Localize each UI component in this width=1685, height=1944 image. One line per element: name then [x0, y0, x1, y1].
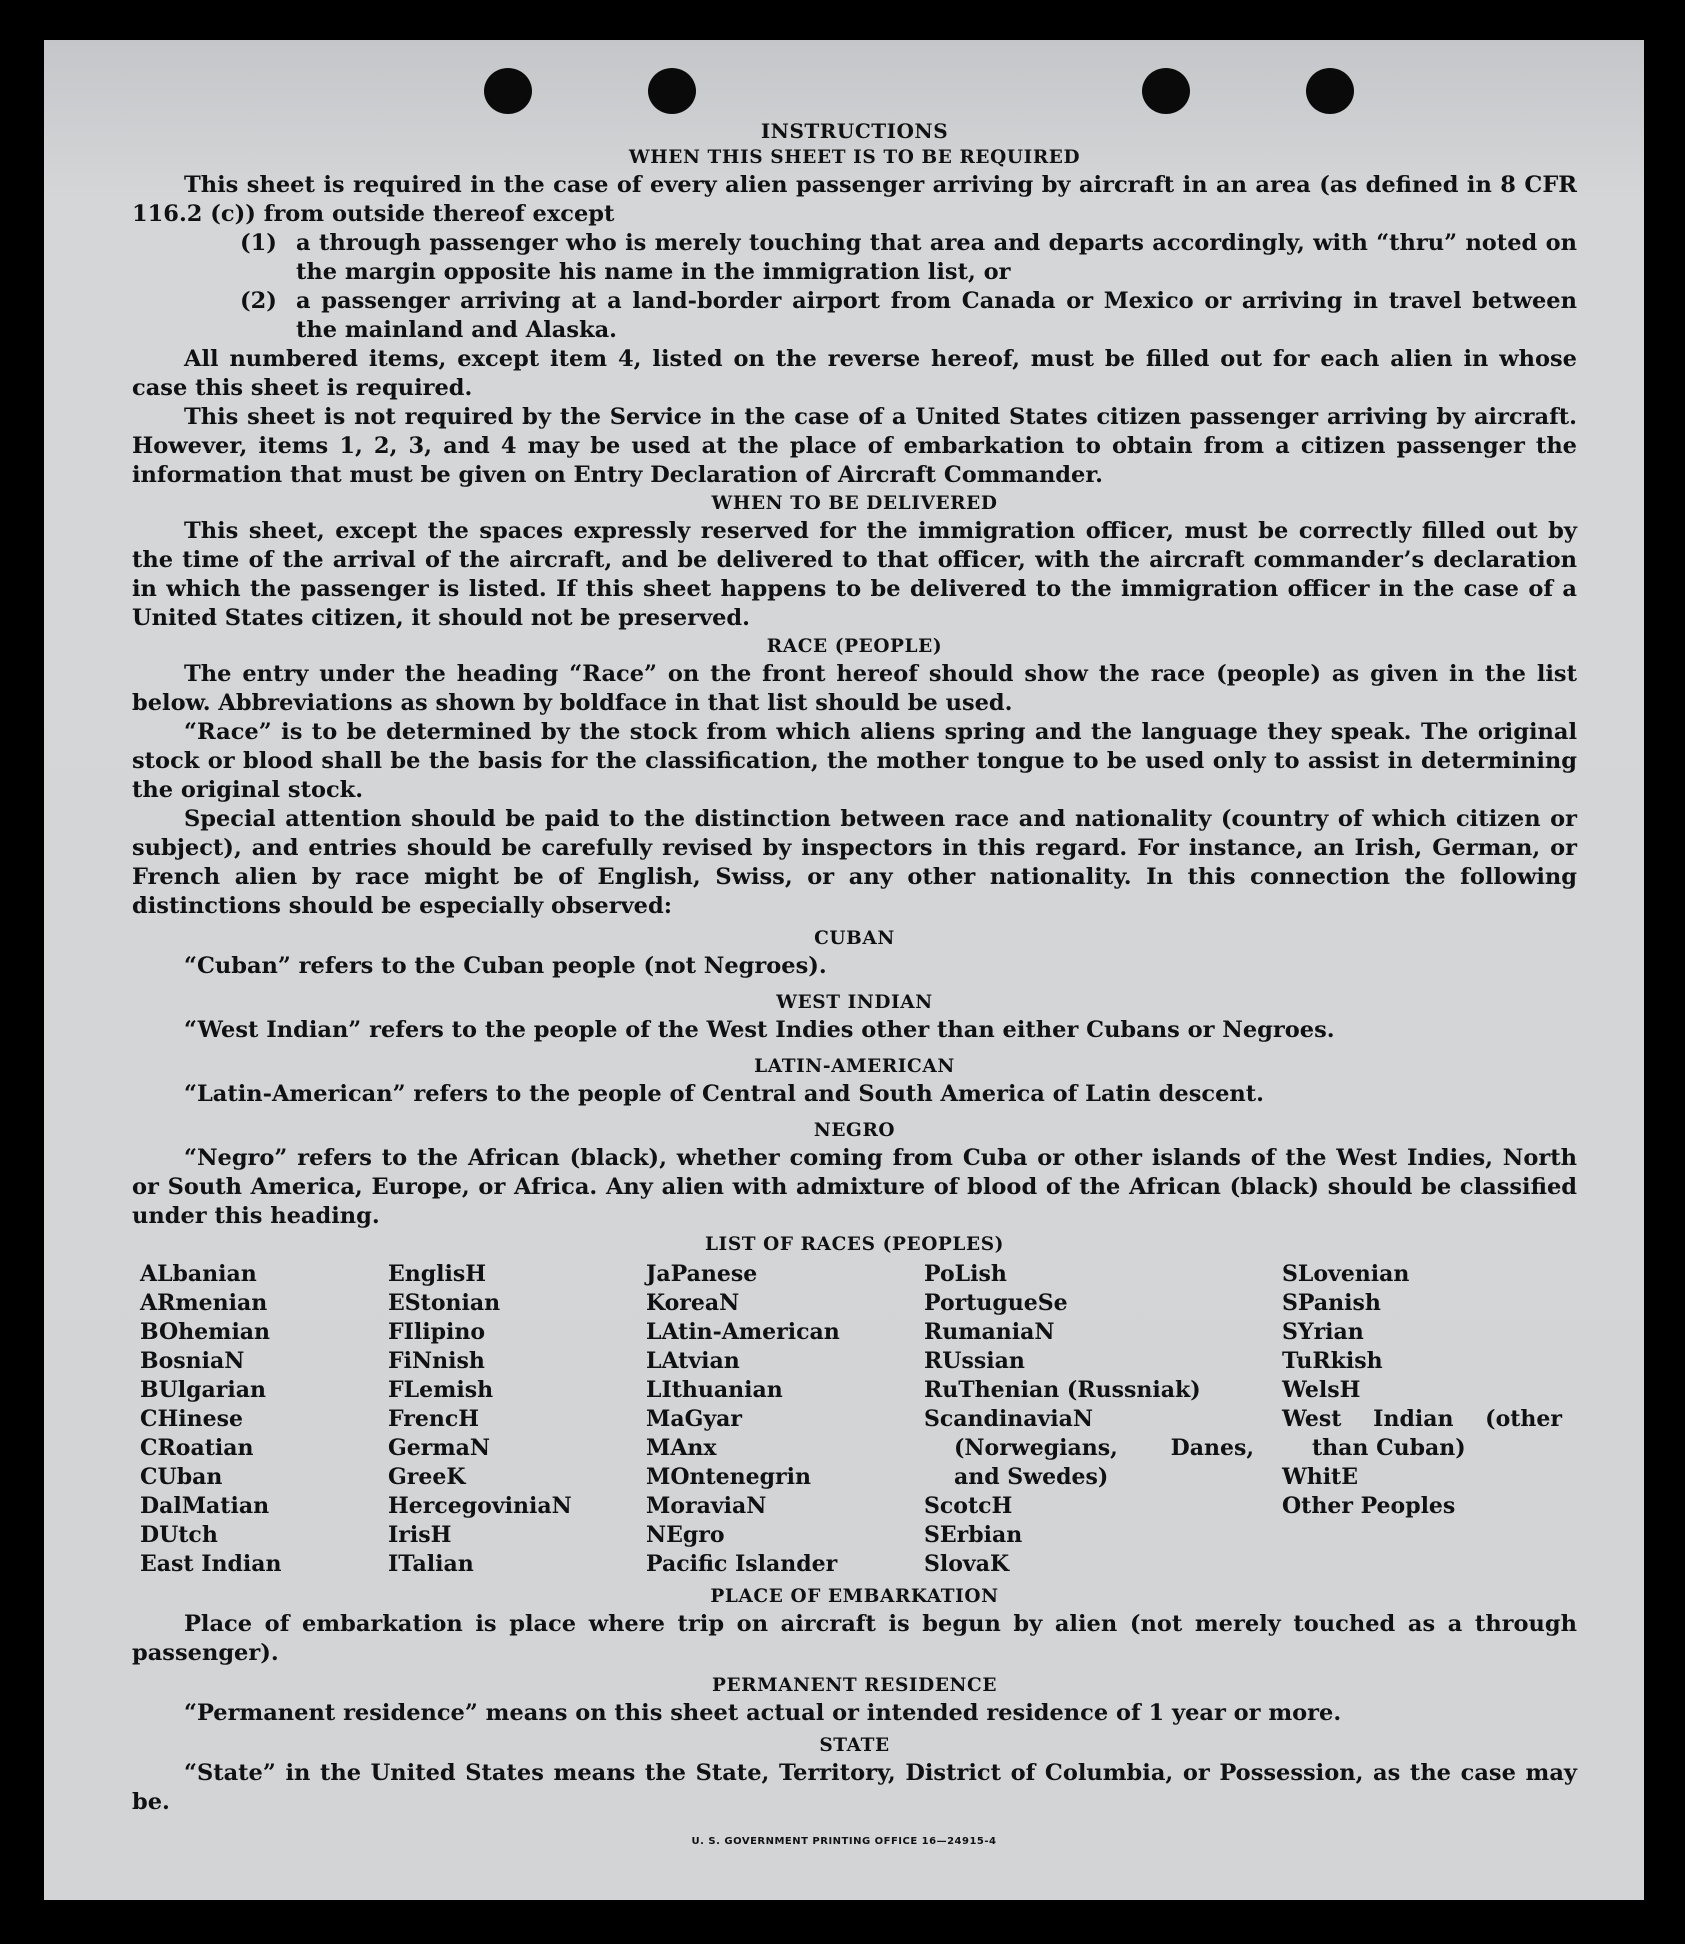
- race-item: SErbian: [924, 1522, 1023, 1548]
- document-body: [132, 118, 1577, 1817]
- paragraph: “Negro” refers to the African (black), whether coming from Cuba or other islands of the West Indies, North or South America, Europe, or Africa. Any alien with admixture of blood of the African (black) should be classified under this heading.: [132, 1145, 1577, 1229]
- race-item: CHinese: [140, 1406, 244, 1432]
- paragraph: All numbered items, except item 4, listed on the reverse hereof, must be filled out for each alien in whose case this sheet is required.: [132, 346, 1577, 401]
- item-number: (1): [240, 230, 277, 256]
- race-item: DalMatian: [140, 1493, 270, 1519]
- race-item: MOntenegrin: [646, 1464, 811, 1490]
- race-item: SlovaK: [924, 1551, 1010, 1577]
- race-item: SPanish: [1282, 1290, 1381, 1316]
- paragraph: This sheet, except the spaces expressly reserved for the immigration officer, must be correctly filled out by the time of the arrival of the aircraft, and be delivered to that officer, with the aircraft commander’s declaration in which the passenger is listed. If this sheet happens to be delivered to the immigration officer in the case of a United States citizen, it should not be preserved.: [132, 518, 1577, 631]
- race-item: East Indian: [140, 1551, 282, 1577]
- race-item: PoLish: [924, 1261, 1007, 1287]
- race-item: FIlipino: [388, 1319, 486, 1345]
- race-column: [388, 1260, 646, 1579]
- race-item: FLemish: [388, 1377, 494, 1403]
- race-item: West Indian (other than Cuban): [1282, 1406, 1562, 1461]
- section-heading-required: WHEN THIS SHEET IS TO BE REQUIRED: [628, 147, 1081, 168]
- race-item: GermaN: [388, 1435, 491, 1461]
- race-item: Pacific Islander: [646, 1551, 838, 1577]
- race-item: NEgro: [646, 1522, 725, 1548]
- paragraph: “Cuban” refers to the Cuban people (not Negroes).: [184, 953, 827, 979]
- item-text: a through passenger who is merely touching that area and departs accordingly, with “thru” noted on the margin opposite his name in the immigration list, or: [296, 230, 1577, 285]
- race-item: CUban: [140, 1464, 223, 1490]
- punch-hole: [484, 68, 532, 114]
- race-item: SYrian: [1282, 1319, 1364, 1345]
- section-heading-embarkation: PLACE OF EMBARKATION: [710, 1586, 999, 1607]
- race-item: EnglisH: [388, 1261, 487, 1287]
- item-number: (2): [240, 288, 277, 314]
- section-heading-delivered: WHEN TO BE DELIVERED: [711, 493, 998, 514]
- paragraph: Special attention should be paid to the distinction between race and nationality (country of which citizen or subject), and entries should be carefully revised by inspectors in this regard. For instance, an Irish, German, or French alien by race might be of English, Swiss, or any other nationality. In this connection the following distinctions should be especially observed:: [132, 806, 1577, 919]
- section-heading-cuban: CUBAN: [814, 928, 895, 949]
- race-item: WhitE: [1282, 1464, 1358, 1490]
- punch-hole: [648, 68, 696, 114]
- race-item: MoraviaN: [646, 1493, 767, 1519]
- race-column: [646, 1260, 924, 1579]
- race-item: BosniaN: [140, 1348, 245, 1374]
- race-item: KoreaN: [646, 1290, 740, 1316]
- paragraph: “Permanent residence” means on this sheet actual or intended residence of 1 year or more.: [184, 1700, 1342, 1726]
- race-item: ITalian: [388, 1551, 474, 1577]
- paragraph: “Latin-American” refers to the people of Central and South America of Latin descent.: [184, 1081, 1264, 1107]
- paragraph: “State” in the United States means the State, Territory, District of Columbia, or Possession, as the case may be.: [132, 1760, 1577, 1815]
- race-item: WelsH: [1282, 1377, 1361, 1403]
- race-item: LAtin-American: [646, 1319, 840, 1345]
- section-heading-state: STATE: [819, 1735, 890, 1756]
- section-heading-race: RACE (PEOPLE): [766, 636, 943, 657]
- race-item: DUtch: [140, 1522, 218, 1548]
- race-item: ALbanian: [140, 1261, 257, 1287]
- race-item: RUssian: [924, 1348, 1025, 1374]
- paragraph: This sheet is required in the case of every alien passenger arriving by aircraft in an area (as defined in 8 CFR 116.2 (c)) from outside thereof except: [132, 172, 1577, 227]
- list-item: [240, 229, 1577, 287]
- paragraph: “Race” is to be determined by the stock from which aliens spring and the language they speak. The original stock or blood shall be the basis for the classification, the mother tongue to be used only to assist in determining the original stock.: [132, 719, 1577, 803]
- race-item: MaGyar: [646, 1406, 743, 1432]
- section-heading-latin-american: LATIN-AMERICAN: [754, 1056, 955, 1077]
- race-item: PortugueSe: [924, 1290, 1068, 1316]
- item-text: a passenger arriving at a land-border airport from Canada or Mexico or arriving in travel between the mainland and Alaska.: [296, 288, 1577, 343]
- race-item: SLovenian: [1282, 1261, 1410, 1287]
- race-item: ScandinaviaN (Norwegians, Danes, and Swedes): [924, 1406, 1254, 1490]
- race-item: LIthuanian: [646, 1377, 783, 1403]
- section-heading-race-list: LIST OF RACES (PEOPLES): [704, 1234, 1005, 1255]
- punch-hole: [1306, 68, 1354, 114]
- section-heading-negro: NEGRO: [813, 1120, 896, 1141]
- list-item: [240, 287, 1577, 345]
- race-item: Other Peoples: [1282, 1493, 1456, 1519]
- paragraph: “West Indian” refers to the people of the West Indies other than either Cubans or Negroes.: [184, 1017, 1335, 1043]
- race-item: FiNnish: [388, 1348, 485, 1374]
- race-list: [140, 1260, 1577, 1579]
- race-item: MAnx: [646, 1435, 717, 1461]
- race-item: BOhemian: [140, 1319, 271, 1345]
- race-item: TuRkish: [1282, 1348, 1383, 1374]
- document-sheet: [44, 40, 1644, 1900]
- race-item: IrisH: [388, 1522, 452, 1548]
- paragraph: Place of embarkation is place where trip on aircraft is begun by alien (not merely touched as a through passenger).: [132, 1611, 1577, 1666]
- race-column: [1282, 1260, 1562, 1579]
- race-item: LAtvian: [646, 1348, 740, 1374]
- race-column: [924, 1260, 1282, 1579]
- printer-imprint: U. S. GOVERNMENT PRINTING OFFICE 16—24915-4: [691, 1836, 997, 1847]
- punch-hole: [1142, 68, 1190, 114]
- race-item: EStonian: [388, 1290, 501, 1316]
- section-heading-west-indian: WEST INDIAN: [776, 992, 933, 1013]
- race-column: [140, 1260, 388, 1579]
- paragraph: The entry under the heading “Race” on the front hereof should show the race (people) as given in the list below. Abbreviations as shown by boldface in that list should be used.: [132, 661, 1577, 716]
- race-item: RuThenian (Russniak): [924, 1377, 1201, 1403]
- race-item: RumaniaN: [924, 1319, 1055, 1345]
- race-item: HercegoviniaN: [388, 1493, 572, 1519]
- race-item: FrencH: [388, 1406, 479, 1432]
- race-item: ScotcH: [924, 1493, 1013, 1519]
- section-heading-residence: PERMANENT RESIDENCE: [711, 1675, 998, 1696]
- race-item: ARmenian: [140, 1290, 268, 1316]
- race-item: CRoatian: [140, 1435, 254, 1461]
- race-item: GreeK: [388, 1464, 466, 1490]
- race-item: JaPanese: [646, 1261, 758, 1287]
- race-item: BUlgarian: [140, 1377, 266, 1403]
- page-title: INSTRUCTIONS: [760, 119, 949, 143]
- paragraph: This sheet is not required by the Service in the case of a United States citizen passenger arriving by aircraft. However, items 1, 2, 3, and 4 may be used at the place of embarkation to obtain from a citizen passenger the information that must be given on Entry Declaration of Aircraft Commander.: [132, 404, 1577, 488]
